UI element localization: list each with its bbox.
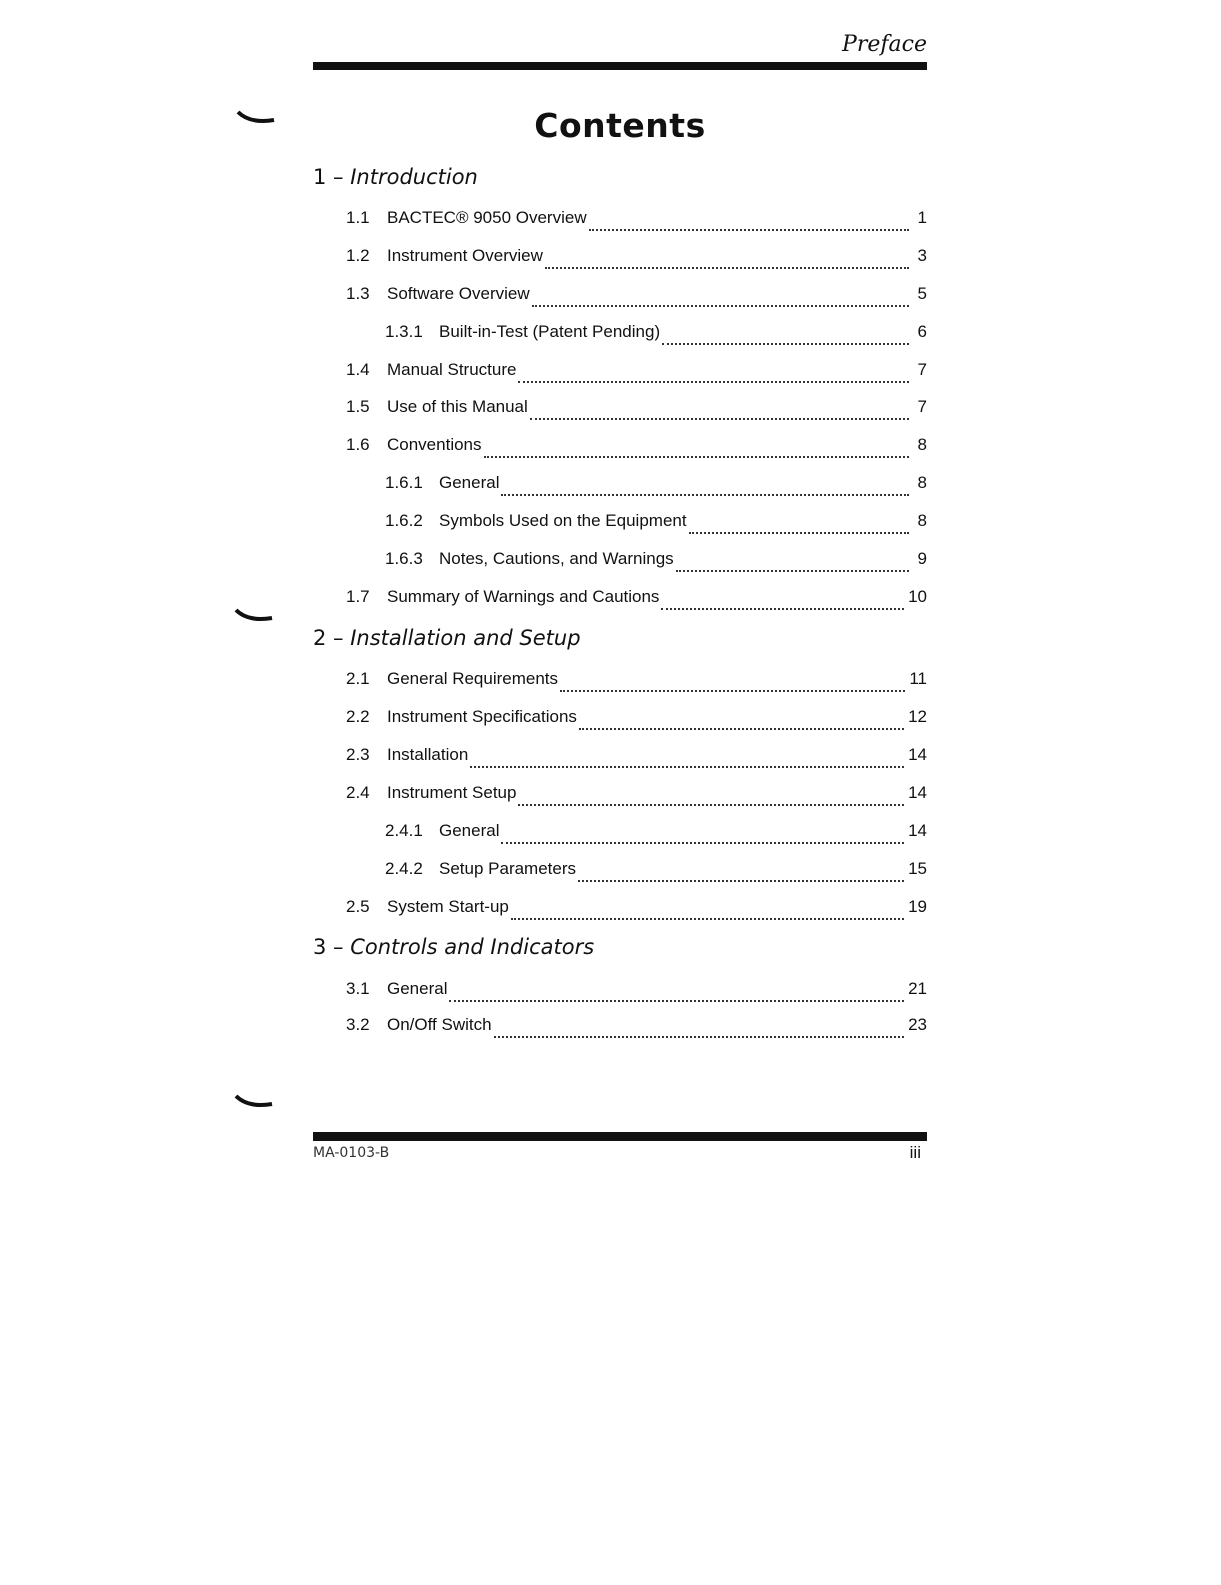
dot-leader — [661, 600, 904, 610]
entry-page: 5 — [917, 284, 927, 303]
toc-entry[interactable] — [346, 435, 927, 459]
chapter-title: Controls and Indicators — [350, 935, 595, 959]
toc-entry[interactable] — [385, 549, 927, 573]
page-title: Contents — [534, 106, 706, 145]
entry-number: 1.2 — [346, 246, 370, 265]
chapter-heading — [313, 165, 478, 189]
toc-entry[interactable] — [346, 979, 927, 1003]
entry-number: 3.2 — [346, 1015, 370, 1034]
entry-number: 1.6 — [346, 435, 370, 454]
dot-leader — [532, 297, 909, 307]
entry-title: General Requirements — [387, 669, 559, 688]
running-header-section: Preface — [842, 32, 927, 57]
entry-number: 1.7 — [346, 587, 370, 606]
toc-entry[interactable] — [346, 360, 927, 384]
dot-leader — [518, 373, 909, 383]
entry-number: 1.5 — [346, 397, 370, 416]
entry-page: 19 — [908, 897, 927, 916]
toc-entry[interactable] — [346, 707, 927, 731]
dot-leader — [579, 720, 904, 730]
dot-leader — [484, 448, 909, 458]
chapter-heading — [313, 626, 581, 650]
toc-entry[interactable] — [385, 322, 927, 346]
dot-leader — [518, 796, 904, 806]
entry-title: On/Off Switch — [387, 1015, 492, 1034]
toc-entry[interactable] — [385, 511, 927, 535]
entry-page: 6 — [917, 322, 927, 341]
entry-page: 14 — [908, 821, 927, 840]
entry-page: 8 — [917, 511, 927, 530]
binder-mark-icon — [234, 1094, 274, 1108]
dot-leader — [560, 682, 905, 692]
dot-leader — [545, 259, 909, 269]
entry-number: 2.4.2 — [385, 859, 423, 878]
dot-leader — [494, 1028, 905, 1038]
dot-leader — [578, 872, 904, 882]
entry-page: 21 — [908, 979, 927, 998]
entry-title: Software Overview — [387, 284, 530, 303]
footer-rule — [313, 1132, 927, 1141]
toc-entry[interactable] — [385, 473, 927, 497]
entry-title: Manual Structure — [387, 360, 517, 379]
entry-title: Built-in-Test (Patent Pending) — [439, 322, 661, 341]
chapter-number: 3 – — [313, 935, 344, 959]
entry-title: Use of this Manual — [387, 397, 528, 416]
entry-title: Instrument Specifications — [387, 707, 577, 726]
entry-number: 3.1 — [346, 979, 370, 998]
chapter-heading — [313, 935, 594, 959]
entry-page: 23 — [908, 1015, 927, 1034]
dot-leader — [662, 335, 909, 345]
toc-entry[interactable] — [346, 1015, 927, 1039]
entry-title: Symbols Used on the Equipment — [439, 511, 687, 530]
entry-number: 2.4.1 — [385, 821, 423, 840]
entry-title: General — [387, 979, 448, 998]
entry-page: 14 — [908, 745, 927, 764]
entry-title: Conventions — [387, 435, 482, 454]
entry-title: Setup Parameters — [439, 859, 577, 878]
entry-page: 3 — [917, 246, 927, 265]
toc-entry[interactable] — [346, 208, 927, 232]
dot-leader — [676, 562, 909, 572]
entry-number: 2.2 — [346, 707, 370, 726]
toc-entry[interactable] — [346, 669, 927, 693]
chapter-title: Introduction — [350, 165, 478, 189]
document-id: MA-0103-B — [313, 1145, 390, 1161]
entry-title: System Start-up — [387, 897, 509, 916]
toc-entry[interactable] — [346, 284, 927, 308]
entry-page: 10 — [908, 587, 927, 606]
dot-leader — [501, 834, 904, 844]
dot-leader — [511, 910, 904, 920]
entry-number: 1.3.1 — [385, 322, 423, 341]
dot-leader — [589, 221, 909, 231]
toc-entry[interactable] — [346, 783, 927, 807]
binder-mark-icon — [234, 608, 274, 622]
entry-title: General — [439, 473, 500, 492]
binder-mark-icon — [236, 110, 276, 124]
entry-title: Summary of Warnings and Cautions — [387, 587, 660, 606]
entry-title: BACTEC® 9050 Overview — [387, 208, 587, 227]
entry-number: 1.3 — [346, 284, 370, 303]
toc-entry[interactable] — [346, 246, 927, 270]
toc-entry[interactable] — [385, 859, 927, 883]
entry-number: 1.4 — [346, 360, 370, 379]
entry-page: 8 — [917, 435, 927, 454]
entry-number: 1.1 — [346, 208, 370, 227]
toc-entry[interactable] — [346, 397, 927, 421]
entry-title: Installation — [387, 745, 469, 764]
entry-page: 9 — [917, 549, 927, 568]
entry-number: 2.4 — [346, 783, 370, 802]
entry-page: 7 — [917, 397, 927, 416]
chapter-number: 2 – — [313, 626, 344, 650]
entry-number: 2.3 — [346, 745, 370, 764]
entry-title: Notes, Cautions, and Warnings — [439, 549, 674, 568]
dot-leader — [470, 758, 904, 768]
dot-leader — [530, 410, 909, 420]
entry-number: 2.1 — [346, 669, 370, 688]
entry-title: Instrument Overview — [387, 246, 543, 265]
dot-leader — [449, 992, 904, 1002]
toc-entry[interactable] — [346, 897, 927, 921]
entry-number: 1.6.3 — [385, 549, 423, 568]
entry-title: General — [439, 821, 500, 840]
entry-page: 14 — [908, 783, 927, 802]
entry-page: 8 — [917, 473, 927, 492]
entry-page: 11 — [909, 669, 927, 688]
header-rule — [313, 62, 927, 70]
dot-leader — [501, 486, 909, 496]
dot-leader — [689, 524, 909, 534]
entry-number: 1.6.2 — [385, 511, 423, 530]
entry-page: 15 — [908, 859, 927, 878]
toc-entry[interactable] — [346, 587, 927, 611]
entry-number: 2.5 — [346, 897, 370, 916]
toc-entry[interactable] — [346, 745, 927, 769]
entry-number: 1.6.1 — [385, 473, 423, 492]
entry-page: 12 — [908, 707, 927, 726]
chapter-title: Installation and Setup — [350, 626, 581, 650]
entry-title: Instrument Setup — [387, 783, 517, 802]
entry-page: 7 — [917, 360, 927, 379]
toc-entry[interactable] — [385, 821, 927, 845]
chapter-number: 1 – — [313, 165, 344, 189]
page-number: iii — [909, 1143, 921, 1162]
entry-page: 1 — [917, 208, 927, 227]
